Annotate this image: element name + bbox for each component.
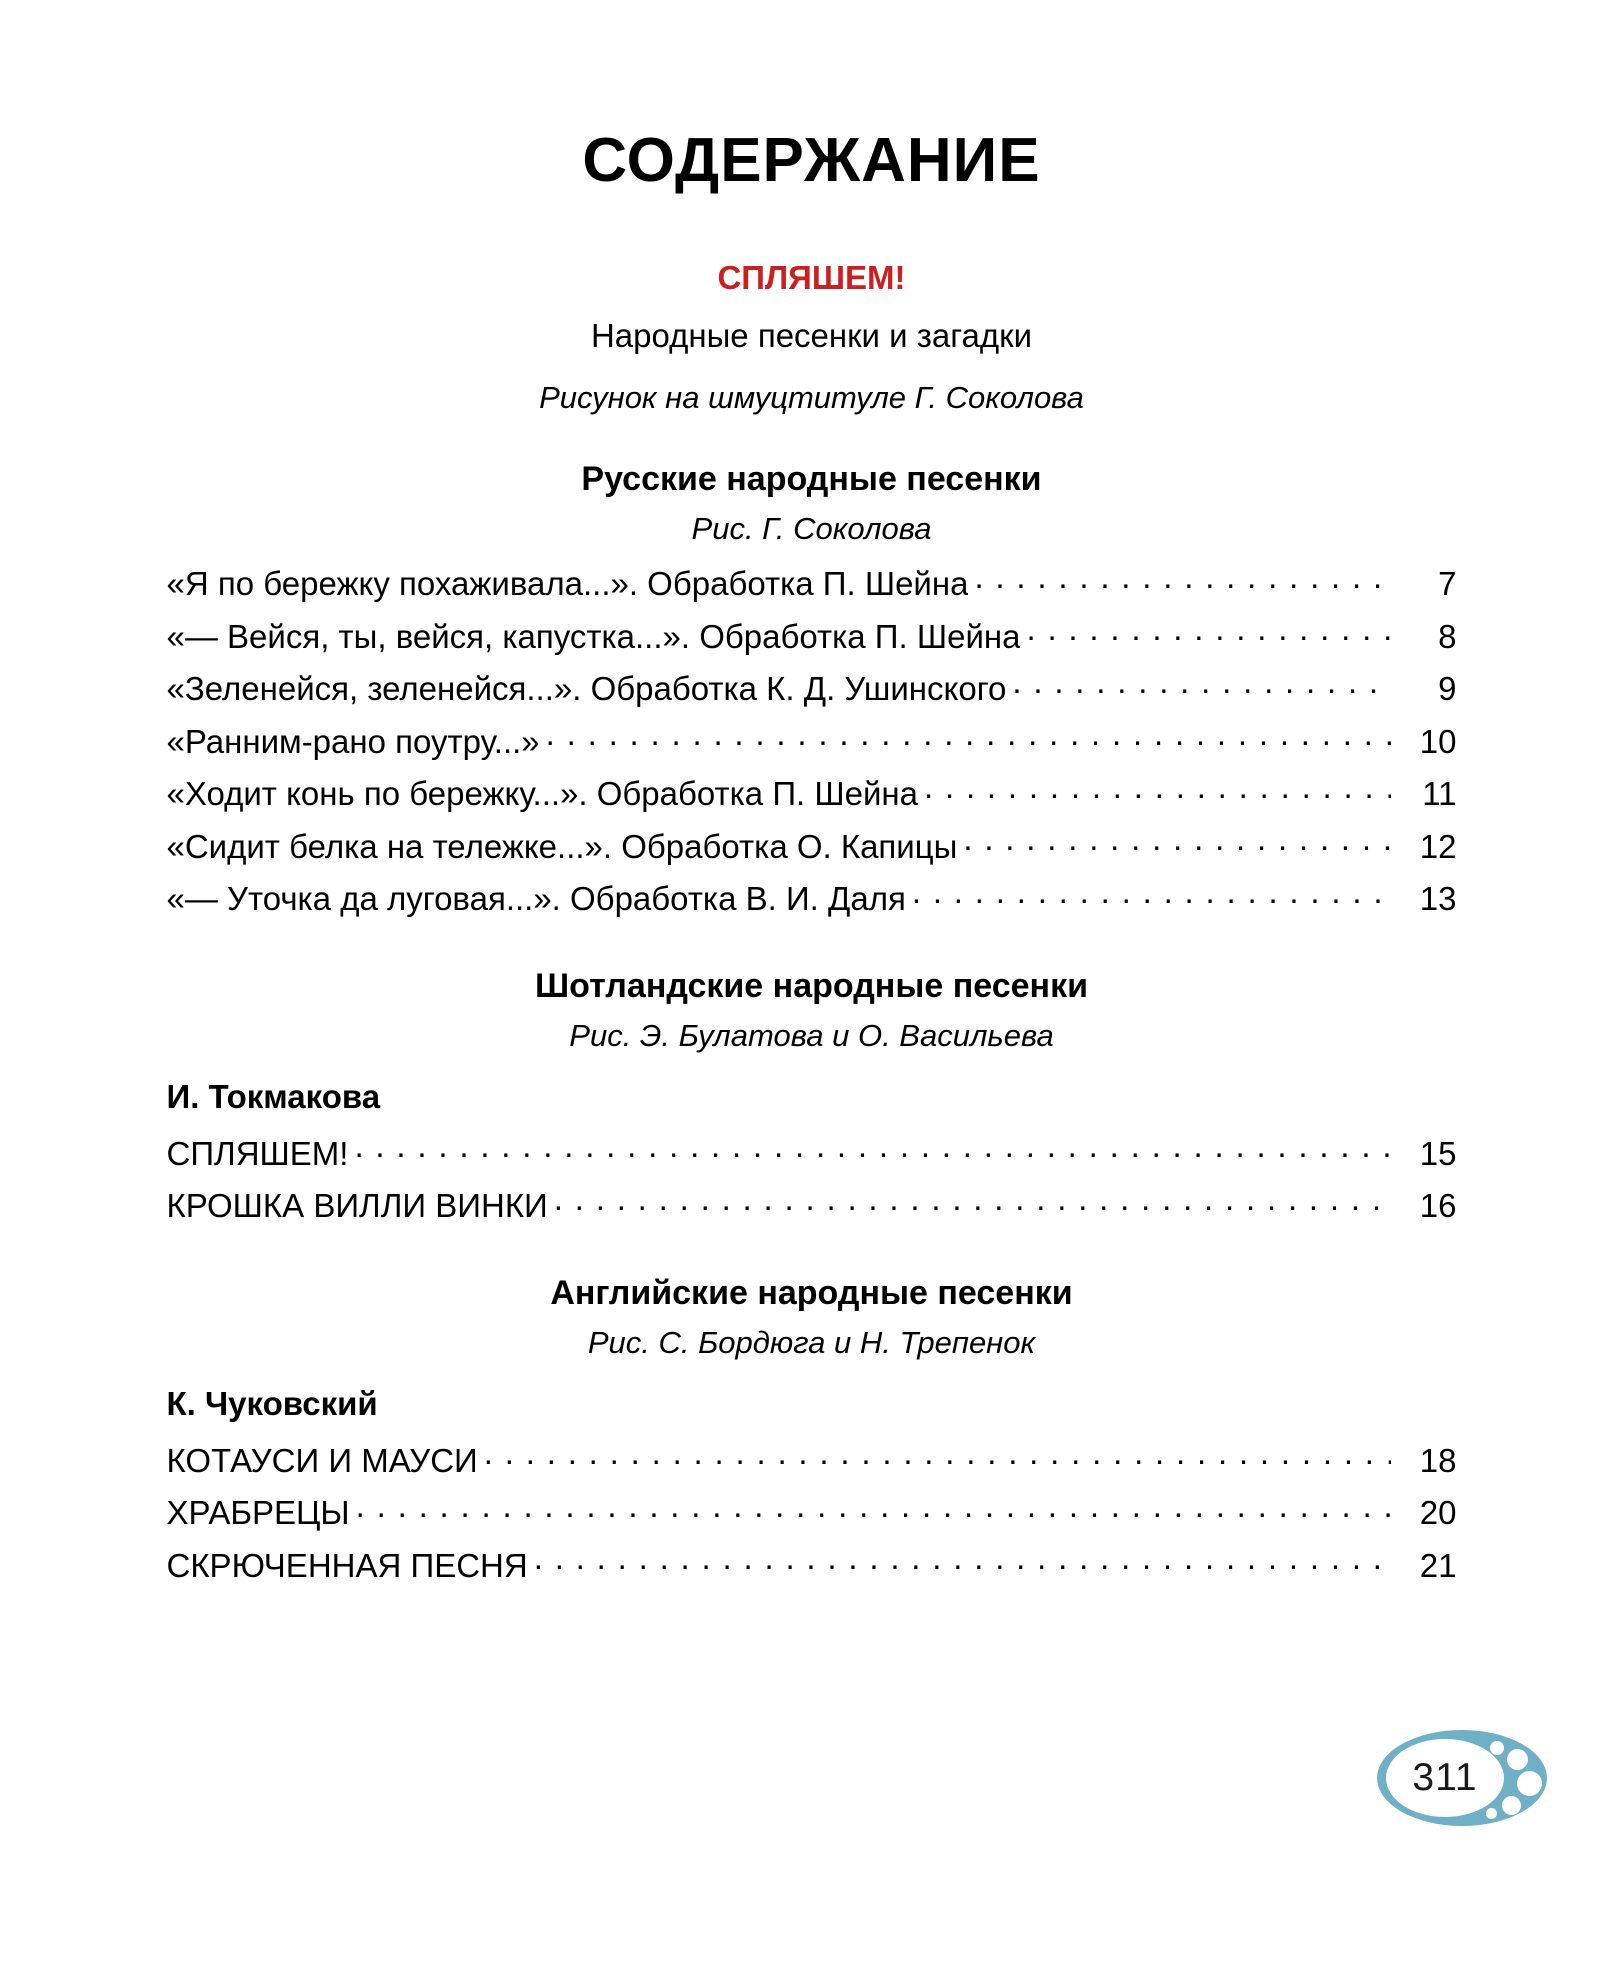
toc-entry[interactable]: [167, 1116, 1457, 1177]
part-subtitle: Народные песенки и загадки: [590, 317, 1033, 355]
toc-entry-page: 18: [1419, 1441, 1457, 1479]
group-author: К. Чуковский: [166, 1385, 378, 1423]
toc-entry-label: «Ранним-рано поутру...»: [166, 722, 540, 760]
page-number-badge: [1377, 1730, 1547, 1826]
dot-leader: [974, 562, 1390, 595]
toc-entry-page: 8: [1438, 617, 1457, 655]
toc-entry-label: «Я по бережку похаживала...». Обработка П. Шейна: [166, 565, 969, 603]
toc-entry-page: 15: [1419, 1134, 1457, 1172]
toc-entry[interactable]: [167, 1176, 1457, 1229]
badge-bubble-icon: [1507, 1749, 1528, 1770]
badge-bubble-icon: [1517, 1771, 1542, 1796]
toc-entry-page: 12: [1419, 827, 1457, 865]
toc-entry-label: КОТАУСИ И МАУСИ: [166, 1441, 478, 1479]
group-credit: Рис. С. Бордюга и Н. Трепенок: [587, 1325, 1036, 1361]
group-title: Английские народные песенки: [550, 1273, 1073, 1312]
dot-leader: [534, 1544, 1391, 1577]
toc-entry-page: 7: [1438, 565, 1457, 603]
dot-leader: [912, 877, 1391, 910]
part-block: [167, 192, 1457, 415]
dot-leader: [554, 1184, 1391, 1217]
toc-entry[interactable]: [167, 1483, 1457, 1536]
toc-entry-label: СКРЮЧЕННАЯ ПЕСНЯ: [166, 1546, 528, 1584]
dot-leader: [1012, 667, 1390, 700]
toc-entry[interactable]: [167, 607, 1457, 660]
toc-entry-page: 11: [1422, 775, 1457, 813]
group-2: [167, 1229, 1457, 1588]
group-credit: Рис. Э. Булатова и О. Васильева: [569, 1018, 1054, 1054]
page-number: 311: [1412, 1756, 1478, 1799]
part-credit: Рисунок на шмуцтитуле Г. Соколова: [539, 379, 1084, 415]
group-1: [167, 922, 1457, 1229]
toc-entry-label: КРОШКА ВИЛЛИ ВИНКИ: [166, 1187, 548, 1225]
toc-entry[interactable]: [167, 764, 1457, 817]
group-0: [167, 415, 1457, 922]
toc-entry-page: 21: [1419, 1546, 1457, 1584]
toc-entry-label: «— Вейся, ты, вейся, капустка...». Обработка П. Шейна: [166, 617, 1021, 655]
part-title: СПЛЯШЕМ!: [717, 259, 906, 296]
toc-entry[interactable]: [167, 817, 1457, 870]
entry-list: [167, 546, 1457, 922]
group-credit: Рис. Г. Соколова: [691, 511, 932, 547]
toc-entry-page: 10: [1419, 722, 1457, 760]
toc-entry-page: 20: [1419, 1494, 1457, 1532]
group-title: Шотландские народные песенки: [535, 967, 1088, 1005]
toc-entry-page: 9: [1438, 670, 1457, 708]
toc-entry-label: «Сидит белка на тележке...». Обработка О. Капицы: [166, 827, 958, 865]
dot-leader: [1026, 615, 1390, 648]
entry-list: [167, 1423, 1457, 1589]
group-title: Русские народные песенки: [581, 459, 1042, 498]
entry-list: [167, 1116, 1457, 1229]
badge-bubble-icon: [1502, 1796, 1521, 1815]
toc-entry-label: «Зеленейся, зеленейся...». Обработка К. Д. Ушинского: [166, 670, 1007, 708]
dot-leader: [546, 720, 1391, 753]
toc-entry[interactable]: [167, 869, 1457, 922]
toc-entry-label: ХРАБРЕЦЫ: [166, 1494, 350, 1532]
toc-entry[interactable]: [167, 1536, 1457, 1589]
toc-entry-page: 16: [1419, 1187, 1457, 1225]
dot-leader: [963, 825, 1390, 858]
toc-entry-label: СПЛЯШЕМ!: [166, 1134, 349, 1172]
dot-leader: [354, 1132, 1390, 1165]
page-title: СОДЕРЖАНИЕ: [582, 126, 1041, 195]
toc-entry[interactable]: [167, 712, 1457, 765]
toc-entry[interactable]: [167, 546, 1457, 607]
dot-leader: [356, 1491, 1391, 1524]
group-author: И. Токмакова: [166, 1078, 381, 1116]
toc-entry[interactable]: [167, 1423, 1457, 1484]
dot-leader: [924, 772, 1391, 805]
toc-entry-page: 13: [1419, 880, 1457, 918]
groups-container: [167, 415, 1457, 1589]
dot-leader: [484, 1439, 1391, 1472]
toc-entry-label: «— Уточка да луговая...». Обработка В. И. Даля: [166, 880, 906, 918]
toc-entry-label: «Ходит конь по бережку...». Обработка П. Шейна: [166, 775, 918, 813]
content-column: [167, 192, 1457, 1588]
toc-entry[interactable]: [167, 659, 1457, 712]
